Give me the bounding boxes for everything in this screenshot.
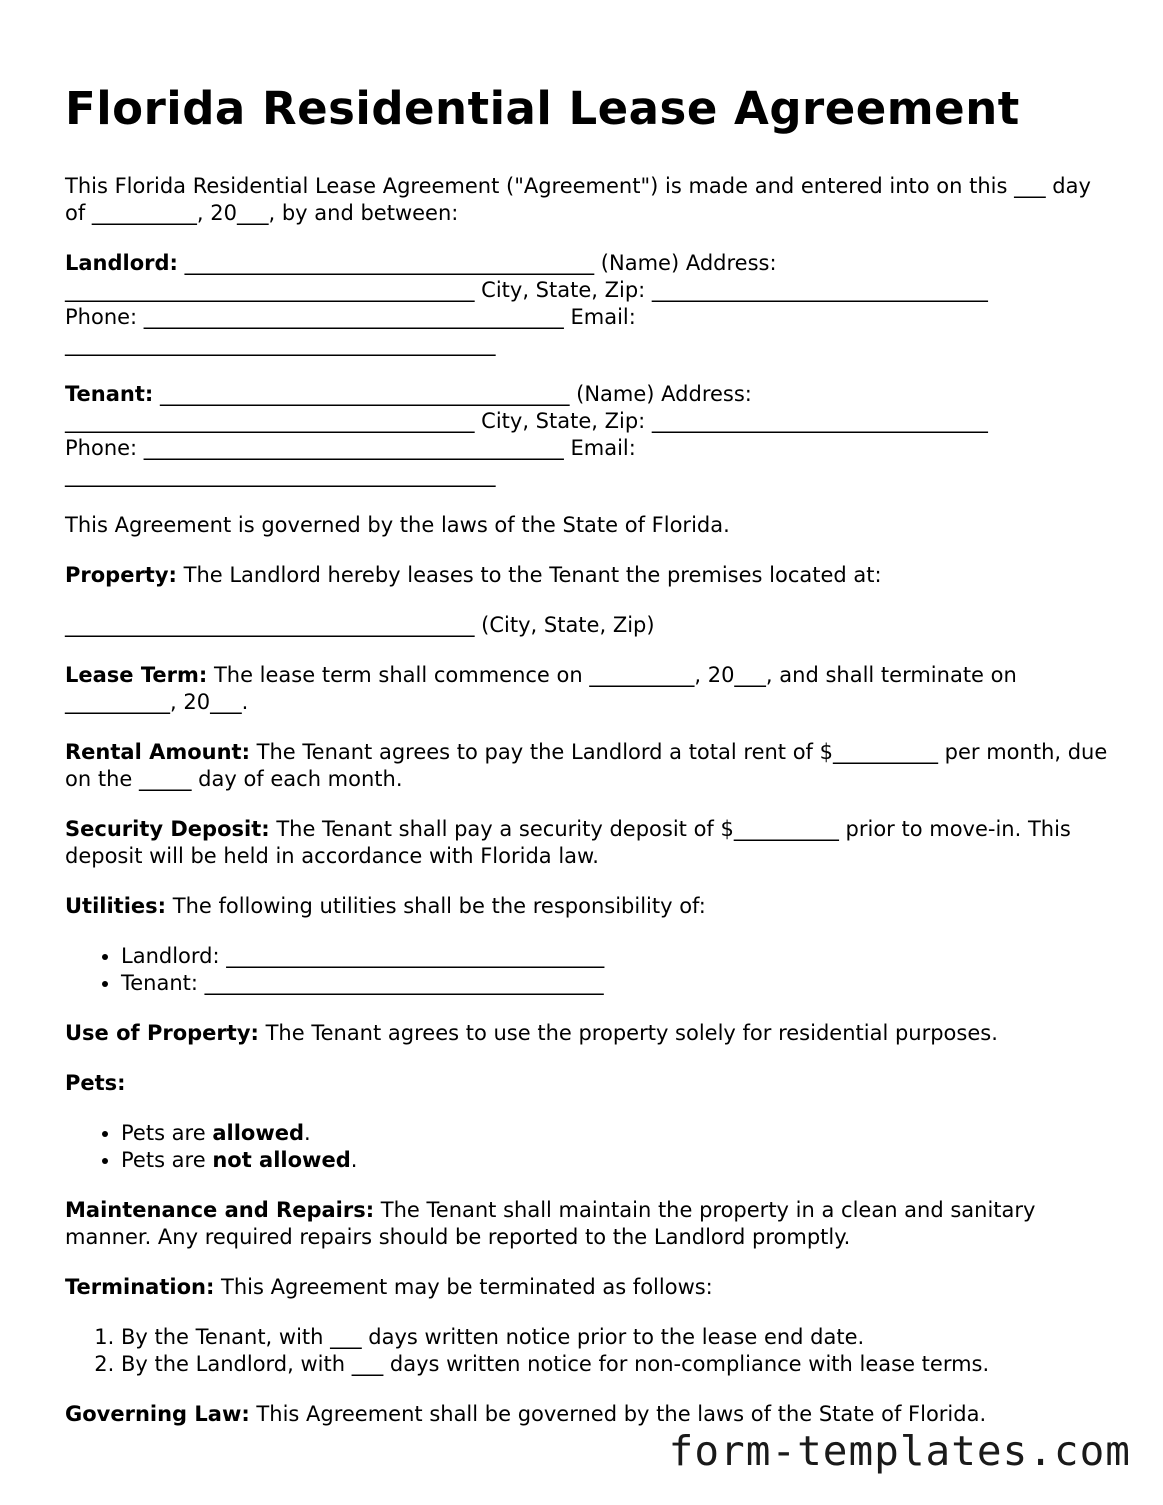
tenant-address-line: _______________________________________ City, State, Zip: ________________________________ (65, 409, 988, 433)
landlord-phone-line: Phone: ________________________________________ Email: (65, 305, 636, 329)
termination-text: This Agreement may be terminated as follows: (214, 1275, 713, 1299)
termination-label: Termination: (65, 1275, 215, 1299)
list-item: 2. By the Landlord, with ___ days written notice for non-compliance with lease terms. (121, 1351, 1115, 1378)
security-deposit-paragraph (65, 816, 1115, 870)
rental-amount-label: Rental Amount: (65, 740, 250, 764)
tenant-label: Tenant: (65, 382, 154, 406)
utilities-text: The following utilities shall be the responsibility of: (166, 894, 706, 918)
pets-not-allowed-emphasis: not allowed (212, 1148, 351, 1172)
tenant-block (65, 381, 1115, 489)
intro-paragraph: This Florida Residential Lease Agreement ("Agreement") is made and entered into on this ___ day of __________, 20___, by and between: (65, 174, 1091, 225)
termination-paragraph (65, 1274, 1115, 1301)
landlord-label: Landlord: (65, 251, 178, 275)
document-title: Florida Residential Lease Agreement (65, 82, 1020, 135)
landlord-email-line: _________________________________________ (65, 332, 496, 356)
lease-term-paragraph (65, 662, 1115, 716)
pets-label: Pets: (65, 1071, 126, 1095)
pets-allowed-suffix: . (304, 1121, 311, 1145)
tenant-name-line: _______________________________________ (Name) Address: (153, 382, 752, 406)
pets-heading (65, 1070, 1115, 1097)
tenant-phone-line: Phone: ________________________________________ Email: (65, 436, 636, 460)
watermark: form-templates.com (668, 1427, 1131, 1475)
governing-law-label: Governing Law: (65, 1402, 250, 1426)
governing-law-text: This Agreement shall be governed by the laws of the State of Florida. (249, 1402, 987, 1426)
rental-amount-text: The Tenant agrees to pay the Landlord a total rent of $__________ per month, due on the _____ day of each month. (65, 740, 1108, 791)
property-paragraph (65, 562, 1115, 589)
list-item: • Landlord: ____________________________________ (121, 943, 1115, 970)
maintenance-paragraph (65, 1197, 1115, 1251)
security-deposit-text: The Tenant shall pay a security deposit of $__________ prior to move-in. This deposit will be held in accordance with Florida law. (65, 817, 1071, 868)
utilities-paragraph (65, 893, 1115, 920)
use-of-property-paragraph (65, 1020, 1115, 1047)
property-text: The Landlord hereby leases to the Tenant the premises located at: (176, 563, 882, 587)
landlord-address-line: _______________________________________ City, State, Zip: ________________________________ (65, 278, 988, 302)
pets-not-allowed-suffix: . (350, 1148, 358, 1172)
security-deposit-label: Security Deposit: (65, 817, 270, 841)
property-address-line: _______________________________________ (City, State, Zip) (65, 613, 655, 637)
use-of-property-label: Use of Property: (65, 1021, 259, 1045)
utilities-list (65, 943, 1115, 997)
pets-not-allowed-prefix: Pets are (121, 1148, 213, 1172)
lease-term-text: The lease term shall commence on __________, 20___, and shall terminate on __________, 20___. (65, 663, 1017, 714)
termination-list (65, 1324, 1115, 1378)
document-page (65, 80, 1115, 1451)
list-item (121, 1120, 1115, 1147)
list-item: 1. By the Tenant, with ___ days written notice prior to the lease end date. (121, 1324, 1115, 1351)
pets-allowed-emphasis: allowed (212, 1121, 304, 1145)
tenant-email-line: _________________________________________ (65, 463, 496, 487)
governed-paragraph: This Agreement is governed by the laws of the State of Florida. (65, 513, 730, 537)
maintenance-label: Maintenance and Repairs: (65, 1198, 375, 1222)
pets-allowed-prefix: Pets are (121, 1121, 213, 1145)
landlord-block (65, 250, 1115, 358)
list-item: • Tenant: ______________________________________ (121, 970, 1115, 997)
governing-law-paragraph (65, 1401, 1115, 1428)
utilities-label: Utilities: (65, 894, 167, 918)
pets-list (65, 1120, 1115, 1174)
property-label: Property: (65, 563, 177, 587)
rental-amount-paragraph (65, 739, 1115, 793)
list-item (121, 1147, 1115, 1174)
maintenance-text: The Tenant shall maintain the property in a clean and sanitary manner. Any required repairs should be reported to the Landlord promptly. (65, 1198, 1036, 1249)
lease-term-label: Lease Term: (65, 663, 208, 687)
landlord-name-line: _______________________________________ (Name) Address: (177, 251, 777, 275)
use-of-property-text: The Tenant agrees to use the property solely for residential purposes. (258, 1021, 998, 1045)
